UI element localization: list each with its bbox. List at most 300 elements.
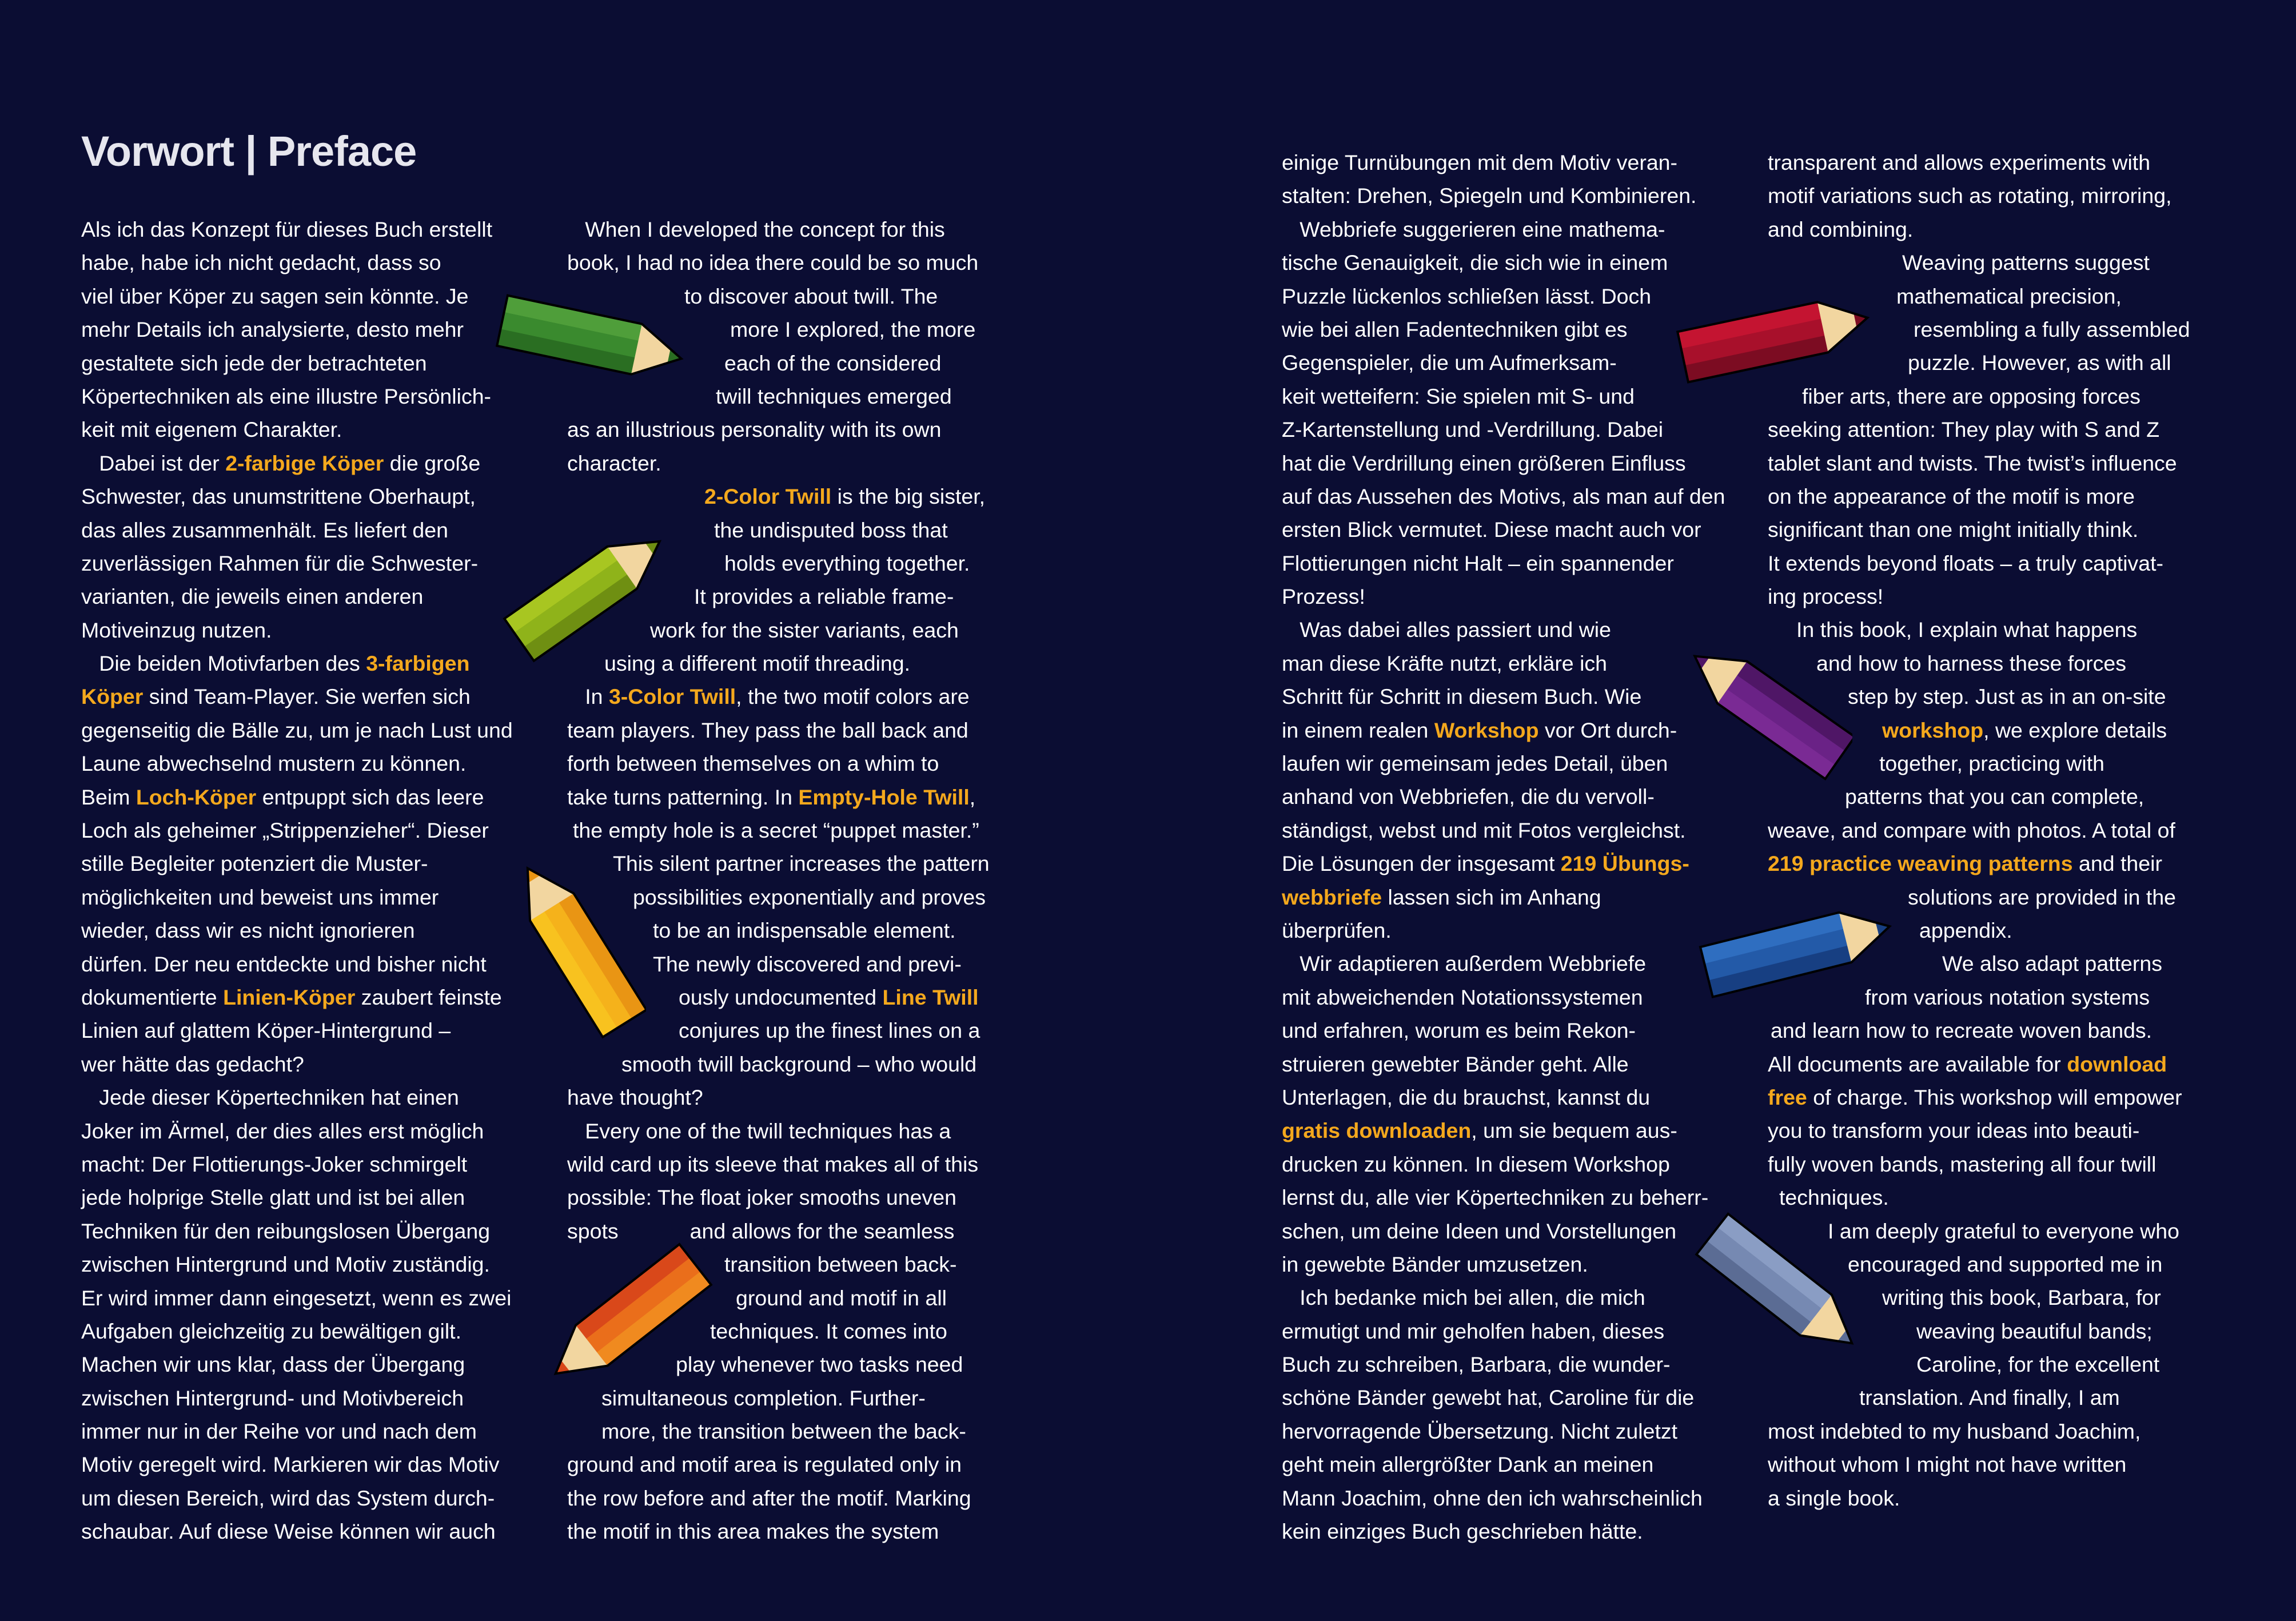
text-line <box>1282 413 1725 446</box>
text-line <box>1768 1081 2190 1114</box>
text-line <box>81 1248 513 1281</box>
text-run: Was dabei alles passiert und wie <box>1282 618 1611 642</box>
highlighted-term: Linien-Köper <box>223 985 356 1009</box>
text-run: We also adapt patterns <box>1942 951 2162 976</box>
text-line <box>81 1148 513 1181</box>
text-run: When I developed the concept for this <box>567 217 945 241</box>
text-run: mathematical precision, <box>1896 284 2122 308</box>
blue-pencil-icon <box>1692 886 1904 1012</box>
text-run: schöne Bänder gewebt hat, Caroline für die <box>1282 1385 1695 1410</box>
text-run: Die beiden Motivfarben des <box>81 651 366 676</box>
text-run: on the appearance of the motif is more <box>1768 484 2135 508</box>
text-run: möglichkeiten und beweist uns immer <box>81 885 439 909</box>
text-line <box>81 981 513 1014</box>
text-run: schaubar. Auf diese Weise können wir auch <box>81 1519 496 1544</box>
text-line <box>81 881 513 914</box>
text-run: Aufgaben gleichzeitig zu bewältigen gilt. <box>81 1319 462 1343</box>
text-line <box>81 1448 513 1481</box>
text-line <box>81 614 513 647</box>
text-line <box>81 780 513 814</box>
text-run: kein einziges Buch geschrieben hätte. <box>1282 1519 1643 1544</box>
text-run: anhand von Webbriefen, die du vervoll- <box>1282 784 1655 809</box>
text-run: tablet slant and twists. The twist’s influence <box>1768 451 2177 475</box>
text-run: holds everything together. <box>724 551 970 575</box>
text-run: patterns that you can complete, <box>1845 784 2144 809</box>
text-run: zwischen Hintergrund- und Motivbereich <box>81 1385 464 1410</box>
highlighted-term: 2-farbige Köper <box>225 451 384 475</box>
text-line <box>1282 847 1725 880</box>
text-line <box>1282 513 1725 546</box>
text-line <box>1768 814 2190 847</box>
text-line <box>1282 981 1725 1014</box>
text-line <box>81 914 513 947</box>
text-line <box>1768 847 2190 880</box>
text-run: to discover about twill. The <box>684 284 938 308</box>
text-line <box>1282 1315 1725 1348</box>
text-run: without whom I might not have written <box>1768 1452 2127 1477</box>
highlighted-term: download <box>2067 1052 2167 1076</box>
text-line <box>567 413 990 446</box>
text-line <box>1282 246 1725 279</box>
german-column-left <box>81 213 513 1548</box>
text-run: the undisputed boss that <box>714 517 948 542</box>
text-run: transparent and allows experiments with <box>1768 150 2151 174</box>
text-run: It extends beyond floats – a truly captivat- <box>1768 551 2164 575</box>
text-line <box>81 1381 513 1415</box>
text-run: from various notation systems <box>1865 985 2150 1009</box>
text-line <box>1282 280 1725 313</box>
text-run: einige Turnübungen mit dem Motiv veran- <box>1282 150 1678 174</box>
highlighted-term: free <box>1768 1085 1807 1109</box>
text-line <box>567 1081 990 1114</box>
text-run: together, practicing with <box>1879 751 2104 776</box>
text-run: translation. And finally, I am <box>1859 1385 2120 1410</box>
text-run: techniques. <box>1779 1185 1889 1210</box>
text-line <box>1768 413 2190 446</box>
text-run: resembling a fully assembled <box>1914 317 2190 341</box>
text-run: gestaltete sich jede der betrachteten <box>81 351 427 375</box>
text-run: more I explored, the more <box>730 317 976 342</box>
text-run: techniques. It comes into <box>710 1319 947 1343</box>
text-run: and how to harness these forces <box>1816 651 2126 675</box>
page-title: Vorwort | Preface <box>81 128 417 175</box>
text-run: in gewebte Bänder umzusetzen. <box>1282 1252 1588 1276</box>
text-run: gegenseitig die Bälle zu, um je nach Lust und <box>81 718 513 742</box>
text-run: twill techniques emerged <box>716 384 952 408</box>
text-run: Mann Joachim, ohne den ich wahrscheinlich <box>1282 1485 1703 1510</box>
text-run: tische Genauigkeit, die sich wie in einem <box>1282 250 1668 275</box>
text-line <box>1768 447 2190 480</box>
text-run: solutions are provided in the <box>1908 885 2177 909</box>
text-line <box>1282 1248 1725 1281</box>
text-run: mehr Details ich analysierte, desto mehr <box>81 317 464 342</box>
text-run: motif variations such as rotating, mirroring, <box>1768 184 2172 208</box>
text-line <box>1282 1415 1725 1448</box>
text-line <box>1768 1014 2190 1047</box>
text-run: entpuppt sich das leere <box>256 784 484 809</box>
text-run: immer nur in der Reihe vor und nach dem <box>81 1419 477 1444</box>
text-run: In this book, I explain what happens <box>1796 618 2138 642</box>
text-run: All documents are available for <box>1768 1052 2067 1076</box>
text-line <box>81 213 513 246</box>
text-line <box>1768 1415 2190 1448</box>
text-line <box>81 747 513 780</box>
text-line <box>81 814 513 847</box>
text-run: ground and motif area is regulated only in <box>567 1452 962 1477</box>
text-run: and their <box>2072 851 2162 876</box>
text-run: ständigst, webst und mit Fotos vergleichst. <box>1282 818 1686 842</box>
text-run: zuverlässigen Rahmen für die Schwester- <box>81 551 479 575</box>
text-run: schen, um deine Ideen und Vorstellungen <box>1282 1218 1677 1243</box>
highlighted-term: 219 Übungs- <box>1560 851 1689 876</box>
text-run: character. <box>567 451 661 475</box>
text-line <box>81 647 513 680</box>
text-line <box>1282 1114 1725 1147</box>
text-run: conjures up the finest lines on a <box>679 1018 980 1043</box>
text-run: spots and allows for the seamless <box>567 1218 955 1243</box>
text-line <box>567 1148 990 1181</box>
text-run: Jede dieser Köpertechniken hat einen <box>81 1085 459 1110</box>
text-run: drucken zu können. In diesem Workshop <box>1282 1152 1670 1176</box>
text-run: Unterlagen, die du brauchst, kannst du <box>1282 1085 1651 1109</box>
text-run: Als ich das Konzept für dieses Buch erstellt <box>81 217 493 241</box>
text-run: is the big sister, <box>831 484 986 509</box>
text-line <box>81 1014 513 1047</box>
text-line <box>1768 480 2190 513</box>
text-run: wer hätte das gedacht? <box>81 1052 304 1076</box>
text-line <box>1282 613 1725 646</box>
text-run: auf das Aussehen des Motivs, als man auf den <box>1282 484 1725 508</box>
text-run: weave, and compare with photos. A total of <box>1768 818 2175 842</box>
text-line <box>567 1481 990 1515</box>
text-run: und erfahren, worum es beim Rekon- <box>1282 1018 1636 1043</box>
text-run: Joker im Ärmel, der dies alles erst möglich <box>81 1118 484 1143</box>
text-line <box>1768 547 2190 580</box>
text-run: significant than one might initially think. <box>1768 517 2139 542</box>
red-pencil-icon <box>1669 274 1881 400</box>
text-line <box>567 680 990 713</box>
text-line <box>1282 1281 1725 1314</box>
grey-blue-pencil-icon <box>1692 1206 1881 1378</box>
text-run: Motiv geregelt wird. Markieren wir das Motiv <box>81 1452 500 1477</box>
text-line <box>1768 1448 2190 1481</box>
text-run: Loch als geheimer „Strippenzieher“. Dieser <box>81 818 489 843</box>
text-line <box>1282 580 1725 613</box>
text-line <box>1768 1148 2190 1181</box>
green-pencil-icon <box>489 283 700 397</box>
text-run: lernst du, alle vier Köpertechniken zu beherr- <box>1282 1185 1709 1210</box>
text-run: fully woven bands, mastering all four twill <box>1768 1152 2157 1176</box>
text-run: have thought? <box>567 1085 703 1110</box>
text-line <box>81 680 513 713</box>
highlighted-term: 2-Color Twill <box>704 484 832 509</box>
text-line <box>1768 580 2190 613</box>
text-run: Motiveinzug nutzen. <box>81 618 272 642</box>
text-run: vor Ort durch- <box>1538 718 1677 742</box>
text-line <box>1282 1214 1725 1248</box>
text-run: It provides a reliable frame- <box>694 584 954 609</box>
text-run: I am deeply grateful to everyone who <box>1828 1218 2179 1243</box>
text-run: man diese Kräfte nutzt, erkläre ich <box>1282 651 1608 675</box>
text-run: Die Lösungen der insgesamt <box>1282 851 1561 876</box>
text-line <box>81 714 513 747</box>
text-run: Webbriefe suggerieren eine mathema- <box>1282 217 1665 241</box>
text-run: writing this book, Barbara, for <box>1882 1285 2161 1310</box>
text-line <box>1282 447 1725 480</box>
text-run: a single book. <box>1768 1485 1900 1510</box>
text-run: puzzle. However, as with all <box>1908 351 2171 375</box>
text-run: zwischen Hintergrund und Motiv zuständig. <box>81 1252 490 1277</box>
text-run: Puzzle lückenlos schließen lässt. Doch <box>1282 284 1652 308</box>
text-run: , we explore details <box>1983 718 2167 742</box>
text-line <box>1768 1381 2190 1414</box>
text-run: book, I had no idea there could be so much <box>567 250 979 275</box>
text-line <box>1282 780 1725 813</box>
text-run: Linien auf glattem Köper-Hintergrund – <box>81 1018 451 1043</box>
text-run: zaubert feinste <box>355 985 502 1009</box>
text-run: Buch zu schreiben, Barbara, die wunder- <box>1282 1352 1671 1377</box>
text-run: laufen wir gemeinsam jedes Detail, üben <box>1282 751 1668 776</box>
text-run: , um sie bequem aus- <box>1471 1118 1677 1143</box>
text-run: possibilities exponentially and proves <box>633 885 986 909</box>
text-line <box>81 1214 513 1248</box>
text-line <box>1282 680 1725 713</box>
text-run: Wir adaptieren außerdem Webbriefe <box>1282 951 1647 976</box>
text-line <box>81 1415 513 1448</box>
text-run: of charge. This workshop will empower <box>1807 1085 2182 1109</box>
text-run: ously undocumented <box>679 985 883 1009</box>
text-run: transition between back- <box>724 1252 957 1277</box>
text-line <box>1768 513 2190 546</box>
text-run: and learn how to recreate woven bands. <box>1771 1018 2152 1043</box>
text-line <box>1282 1081 1725 1114</box>
text-run: in einem realen <box>1282 718 1434 742</box>
text-run: varianten, die jeweils einen anderen <box>81 584 424 609</box>
text-line <box>567 780 990 814</box>
text-line <box>81 1481 513 1515</box>
text-run: the motif in this area makes the system <box>567 1519 939 1544</box>
text-run: seeking attention: They play with S and Z <box>1768 417 2160 442</box>
text-line <box>1768 1048 2190 1081</box>
text-line <box>567 714 990 747</box>
text-run: dokumentierte <box>81 985 224 1009</box>
text-run: Ich bedanke mich bei allen, die mich <box>1282 1285 1645 1310</box>
text-run: Flottierungen nicht Halt – ein spannender <box>1282 551 1674 575</box>
text-run: stille Begleiter potenziert die Muster- <box>81 851 428 876</box>
text-run: Every one of the twill techniques has a <box>567 1118 951 1143</box>
text-run: Weaving patterns suggest <box>1902 250 2150 275</box>
text-line <box>567 447 990 480</box>
text-line <box>81 1081 513 1114</box>
text-line <box>1282 1448 1725 1481</box>
text-line <box>81 313 513 346</box>
text-line <box>567 814 990 847</box>
text-run: Dabei ist der <box>81 451 226 475</box>
text-run: , the two motif colors are <box>736 684 970 709</box>
text-line <box>1282 914 1725 947</box>
text-run: keit wetteifern: Sie spielen mit S- und <box>1282 384 1635 408</box>
text-line <box>81 580 513 613</box>
text-run: fiber arts, there are opposing forces <box>1802 384 2140 408</box>
text-line <box>1282 881 1725 914</box>
text-run: the row before and after the motif. Marking <box>567 1485 971 1510</box>
text-run: wieder, dass wir es nicht ignorieren <box>81 918 415 943</box>
text-run: viel über Köper zu sagen sein könnte. Je <box>81 284 469 308</box>
text-run: sind Team-Player. Sie werfen sich <box>143 684 471 709</box>
text-line <box>81 847 513 880</box>
text-line <box>1282 1148 1725 1181</box>
text-run: Schwester, das unumstrittene Oberhaupt, <box>81 484 476 509</box>
text-run: smooth twill background – who would <box>621 1052 977 1076</box>
text-run: ground and motif in all <box>736 1285 947 1310</box>
text-run: Machen wir uns klar, dass der Übergang <box>81 1352 465 1377</box>
highlighted-term: Loch-Köper <box>135 784 257 809</box>
text-run: Caroline, for the excellent <box>1916 1352 2160 1377</box>
text-run: play whenever two tasks need <box>676 1352 963 1377</box>
text-line <box>1282 179 1725 212</box>
text-line <box>1282 313 1725 346</box>
text-run: appendix. <box>1919 918 2012 942</box>
text-line <box>81 246 513 279</box>
text-run: Z-Kartenstellung und -Verdrillung. Dabei <box>1282 417 1664 442</box>
text-run: the empty hole is a secret “puppet master.” <box>573 818 979 843</box>
text-run: Er wird immer dann eingesetzt, wenn es zwei <box>81 1285 512 1310</box>
text-run: lassen sich im Anhang <box>1382 885 1601 909</box>
highlighted-term: Workshop <box>1434 718 1539 742</box>
text-run: Beim <box>81 784 136 809</box>
text-run: more, the transition between the back- <box>601 1419 966 1444</box>
text-line <box>1282 1048 1725 1081</box>
text-line <box>81 1348 513 1381</box>
text-run: wie bei allen Fadentechniken gibt es <box>1282 317 1628 341</box>
text-run: macht: Der Flottierungs-Joker schmirgelt <box>81 1152 468 1176</box>
text-line <box>567 246 990 279</box>
text-run: This silent partner increases the pattern <box>613 851 990 876</box>
text-run: you to transform your ideas into beauti- <box>1768 1118 2140 1143</box>
text-line <box>1282 947 1725 980</box>
text-run: most indebted to my husband Joachim, <box>1768 1419 2141 1443</box>
text-line <box>1282 480 1725 513</box>
text-line <box>1282 747 1725 780</box>
text-line <box>567 747 990 780</box>
text-line <box>81 1281 513 1315</box>
text-line <box>567 1114 990 1148</box>
text-run: um diesen Bereich, wird das System durch- <box>81 1485 495 1510</box>
text-line <box>1282 213 1725 246</box>
text-line <box>1282 1481 1725 1515</box>
text-run: das alles zusammenhält. Es liefert den <box>81 517 448 542</box>
text-run: ermutigt und mir geholfen haben, dieses <box>1282 1319 1665 1343</box>
highlighted-term: 3-Color Twill <box>608 684 736 709</box>
text-line <box>1768 179 2190 212</box>
text-run: jede holprige Stelle glatt und ist bei allen <box>81 1185 465 1210</box>
text-line <box>1282 380 1725 413</box>
text-line <box>567 1415 990 1448</box>
text-run: as an illustrious personality with its own <box>567 417 942 442</box>
text-line <box>81 1315 513 1348</box>
text-run: step by step. Just as in an on-site <box>1848 684 2166 709</box>
text-line <box>1282 814 1725 847</box>
text-line <box>1282 647 1725 680</box>
german-column-right <box>1282 146 1725 1548</box>
text-line <box>81 1048 513 1081</box>
text-line <box>1282 1348 1725 1381</box>
text-run: habe, habe ich nicht gedacht, dass so <box>81 250 441 275</box>
text-run: struieren gewebter Bänder geht. Alle <box>1282 1052 1629 1076</box>
text-line <box>1768 1481 2190 1515</box>
text-line <box>81 480 513 513</box>
highlighted-term: 219 practice weaving patterns <box>1768 851 2073 876</box>
highlighted-term: Köper <box>81 684 144 709</box>
text-run: Techniken für den reibungslosen Übergang <box>81 1218 491 1243</box>
text-line <box>567 1515 990 1548</box>
text-run: possible: The float joker smooths uneven <box>567 1185 956 1210</box>
highlighted-term: Line Twill <box>882 985 979 1009</box>
text-line <box>81 1181 513 1214</box>
text-run: The newly discovered and previ- <box>653 951 962 976</box>
text-line <box>81 1515 513 1548</box>
text-run: to be an indispensable element. <box>653 918 956 943</box>
text-run: die große <box>384 451 481 475</box>
text-run: Prozess! <box>1282 584 1365 609</box>
text-run: work for the sister variants, each <box>650 618 959 642</box>
text-run: Laune abwechselnd mustern zu können. <box>81 751 467 776</box>
text-run: dürfen. Der neu entdeckte und bisher nicht <box>81 951 487 976</box>
text-line <box>1768 146 2190 179</box>
highlighted-term: gratis downloaden <box>1282 1118 1472 1143</box>
text-run: hat die Verdrillung einen größeren Einfluss <box>1282 451 1686 475</box>
text-line <box>1768 213 2190 246</box>
text-line <box>81 547 513 580</box>
text-run: überprüfen. <box>1282 918 1392 942</box>
text-run: stalten: Drehen, Spiegeln und Kombinieren. <box>1282 184 1697 208</box>
text-run: hervorragende Übersetzung. Nicht zuletzt <box>1282 1419 1678 1443</box>
text-line <box>1282 1181 1725 1214</box>
text-line <box>1282 714 1725 747</box>
orange-pencil-icon <box>532 1235 715 1407</box>
text-line <box>81 346 513 380</box>
text-line <box>1282 1381 1725 1414</box>
text-line <box>1282 146 1725 179</box>
text-line <box>567 1048 990 1081</box>
text-run: simultaneous completion. Further- <box>601 1385 926 1410</box>
text-run: ing process! <box>1768 584 1884 609</box>
text-run: and combining. <box>1768 217 1914 241</box>
text-line <box>81 513 513 547</box>
text-line <box>1282 547 1725 580</box>
lime-pencil-icon <box>497 515 686 663</box>
text-run: Gegenspieler, die um Aufmerksam- <box>1282 351 1617 375</box>
text-run: Köpertechniken als eine illustre Persönlich- <box>81 384 492 408</box>
highlighted-term: webbriefe <box>1282 885 1382 909</box>
text-line <box>81 947 513 981</box>
text-line <box>81 447 513 480</box>
text-line <box>1282 346 1725 379</box>
purple-pencil-icon <box>1664 612 1852 789</box>
text-run: keit mit eigenem Charakter. <box>81 417 342 442</box>
text-run: using a different motif threading. <box>604 651 911 676</box>
text-run: forth between themselves on a whim to <box>567 751 939 776</box>
text-run: wild card up its sleeve that makes all of this <box>567 1152 979 1176</box>
text-run: each of the considered <box>724 351 942 375</box>
highlighted-term: Empty-Hole Twill <box>798 784 970 809</box>
text-line <box>81 380 513 413</box>
text-line <box>81 413 513 446</box>
text-line <box>1282 1014 1725 1047</box>
yellow-pencil-icon <box>503 846 646 1041</box>
text-run: team players. They pass the ball back and <box>567 718 968 742</box>
text-run: Schritt für Schritt in diesem Buch. Wie <box>1282 684 1642 709</box>
